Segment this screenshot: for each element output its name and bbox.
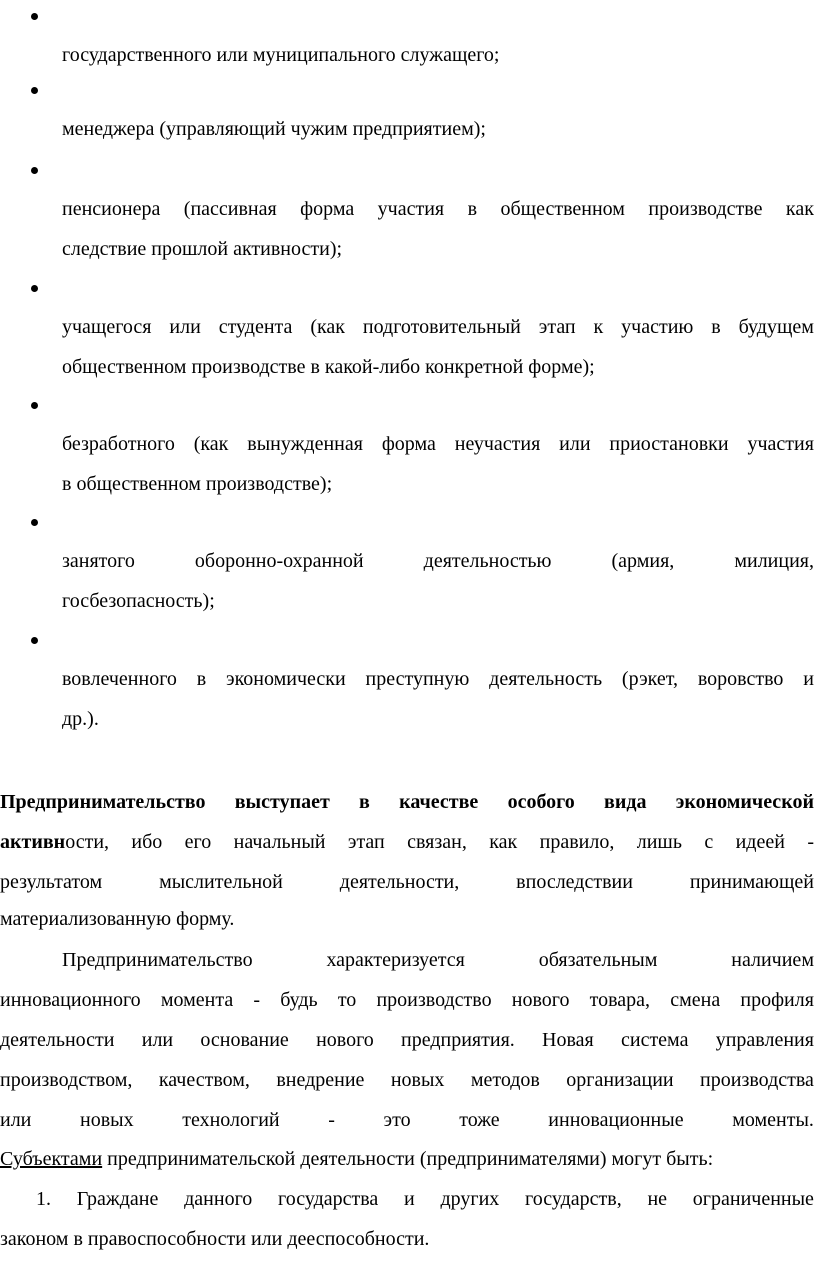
subjects-term: Субъектами: [0, 1148, 103, 1170]
word: лишь: [636, 831, 682, 853]
word: участию: [621, 316, 694, 338]
bullet-text-line: [62, 667, 814, 691]
word: экономически: [226, 668, 346, 690]
word: форма: [300, 198, 355, 220]
word: нового: [316, 1029, 374, 1051]
word: ограниченные: [692, 1188, 814, 1210]
word: воровство: [697, 668, 784, 690]
word: вида: [604, 791, 647, 813]
word: инновационного: [0, 989, 141, 1011]
word: характеризуется: [326, 949, 465, 971]
word: внедрение: [276, 1069, 365, 1091]
bullet-text-line: др.).: [62, 708, 99, 730]
word: деятельности: [0, 1029, 115, 1051]
word: нового: [511, 989, 570, 1011]
bullet-dot: [31, 167, 38, 174]
bullet-text-line: госбезопасность);: [62, 590, 215, 612]
word: производстве: [648, 198, 763, 220]
word: не: [647, 1188, 668, 1210]
para2-line1: [62, 948, 814, 972]
bullet-dot: [31, 13, 38, 20]
word: в: [359, 791, 370, 813]
word: его: [184, 831, 212, 853]
word: (армия,: [611, 550, 675, 572]
word: вовлеченного: [62, 668, 177, 690]
bullet-text-line: в общественном производстве);: [62, 473, 333, 495]
word: оборонно-охранной: [194, 550, 364, 572]
word: -: [253, 989, 261, 1011]
word: организации: [566, 1069, 674, 1091]
word: данного: [184, 1188, 253, 1210]
para1-line4: материализованную форму.: [0, 908, 235, 930]
word: будущем: [738, 316, 814, 338]
word: милиция,: [734, 550, 814, 572]
word: с: [704, 831, 714, 853]
word: и: [803, 668, 814, 690]
word: -: [328, 1109, 335, 1131]
word: методов: [470, 1069, 540, 1091]
word: Граждане: [76, 1188, 159, 1210]
word: неучастия: [454, 433, 541, 455]
bullet-text-line: [62, 197, 814, 221]
word: и: [404, 1188, 415, 1210]
word: участия: [377, 198, 445, 220]
word: идеей: [735, 831, 785, 853]
word: форма: [381, 433, 436, 455]
word: вынужденная: [247, 433, 363, 455]
bullet-dot: [31, 637, 38, 644]
para2-line3: [0, 1028, 814, 1052]
word: или: [141, 1029, 174, 1051]
word: в: [711, 316, 721, 338]
para2-line2: [0, 988, 814, 1012]
list-item1-line2: законом в правоспособности или дееспособности.: [0, 1228, 430, 1250]
word: деятельности,: [339, 871, 460, 893]
word: связан,: [407, 831, 467, 853]
word: момента: [160, 989, 234, 1011]
word: особого: [507, 791, 575, 813]
word: новых: [390, 1069, 445, 1091]
word: студента: [218, 316, 293, 338]
word: занятого: [62, 550, 135, 572]
word: технологий: [182, 1109, 280, 1131]
bullet-dot: [31, 285, 38, 292]
word: основание: [200, 1029, 289, 1051]
word: производства: [700, 1069, 814, 1091]
word: товара,: [589, 989, 651, 1011]
word: Предпринимательство: [62, 949, 253, 971]
bullet-text-line: [62, 549, 814, 573]
word: ибо: [131, 831, 163, 853]
bullet-text-line: государственного или муниципального служащего;: [62, 44, 500, 66]
word: государства: [278, 1188, 379, 1210]
word: то: [337, 989, 357, 1011]
word: в: [196, 668, 207, 690]
word: активности,: [0, 831, 110, 853]
word: к: [593, 316, 604, 338]
word: Предпринимательство: [0, 791, 206, 813]
word: будь: [280, 989, 318, 1011]
word: выступает: [234, 791, 330, 813]
bullet-text-line: менеджера (управляющий чужим предприятием);: [62, 118, 486, 140]
para1-line3: [0, 870, 814, 894]
word: деятельность: [489, 668, 603, 690]
para2-line5: [0, 1108, 814, 1132]
word: производством,: [0, 1069, 133, 1091]
word: пенсионера: [62, 198, 161, 220]
word: предприятия.: [401, 1029, 515, 1051]
bullet-text-line: общественном производстве в какой-либо конкретной форме);: [62, 356, 595, 378]
word: производство: [376, 989, 492, 1011]
word: безработного: [62, 433, 175, 455]
bullet-dot: [31, 87, 38, 94]
word: мыслительной: [159, 871, 283, 893]
word: этап: [347, 831, 385, 853]
word: профиля: [740, 989, 814, 1011]
para1-line2: [0, 830, 814, 854]
word: управления: [715, 1029, 814, 1051]
word: тоже: [459, 1109, 500, 1131]
bullet-dot: [31, 519, 38, 526]
word: наличием: [731, 949, 814, 971]
list-item1-line1: [36, 1187, 814, 1211]
word: моменты.: [732, 1109, 814, 1131]
word: экономической: [675, 791, 814, 813]
word: участия: [747, 433, 814, 455]
word: деятельностью: [423, 550, 552, 572]
word: или: [0, 1109, 32, 1131]
word: впоследствии: [516, 871, 633, 893]
word: как: [489, 831, 518, 853]
word: (как: [310, 316, 345, 338]
word: Новая: [542, 1029, 594, 1051]
word: в: [467, 198, 478, 220]
word: качеством,: [158, 1069, 250, 1091]
bullet-dot: [31, 402, 38, 409]
word: начальный: [233, 831, 326, 853]
bullet-text-line: следствие прошлой активности);: [62, 238, 343, 260]
word: подготовительный: [362, 316, 521, 338]
word: система: [620, 1029, 689, 1051]
word: 1.: [36, 1188, 51, 1210]
word: преступную: [365, 668, 470, 690]
word: других: [440, 1188, 500, 1210]
word: новых: [80, 1109, 134, 1131]
word: (как: [193, 433, 229, 455]
para1-line1: [0, 790, 814, 814]
bullet-text-line: [62, 315, 814, 339]
word: или: [559, 433, 591, 455]
word: как: [785, 198, 814, 220]
para2-line6: [0, 1147, 713, 1171]
word: или: [169, 316, 201, 338]
word: государств,: [525, 1188, 622, 1210]
word: учащегося: [62, 316, 152, 338]
word: -: [807, 831, 814, 853]
word: качестве: [399, 791, 479, 813]
word: это: [383, 1109, 411, 1131]
bullet-text-line: [62, 432, 814, 456]
word: инновационные: [548, 1109, 684, 1131]
word: (рэкет,: [621, 668, 678, 690]
word: смена: [670, 989, 721, 1011]
word: общественном: [500, 198, 625, 220]
word: приостановки: [609, 433, 729, 455]
word: правило,: [539, 831, 615, 853]
word: результатом: [0, 871, 103, 893]
para2-line6-rest: предпринимательской деятельности (предпринимателями) могут быть:: [102, 1148, 714, 1170]
word: этап: [538, 316, 576, 338]
word: (пассивная: [183, 198, 277, 220]
para2-line4: [0, 1068, 814, 1092]
word: обязательным: [538, 949, 658, 971]
word: принимающей: [689, 871, 814, 893]
